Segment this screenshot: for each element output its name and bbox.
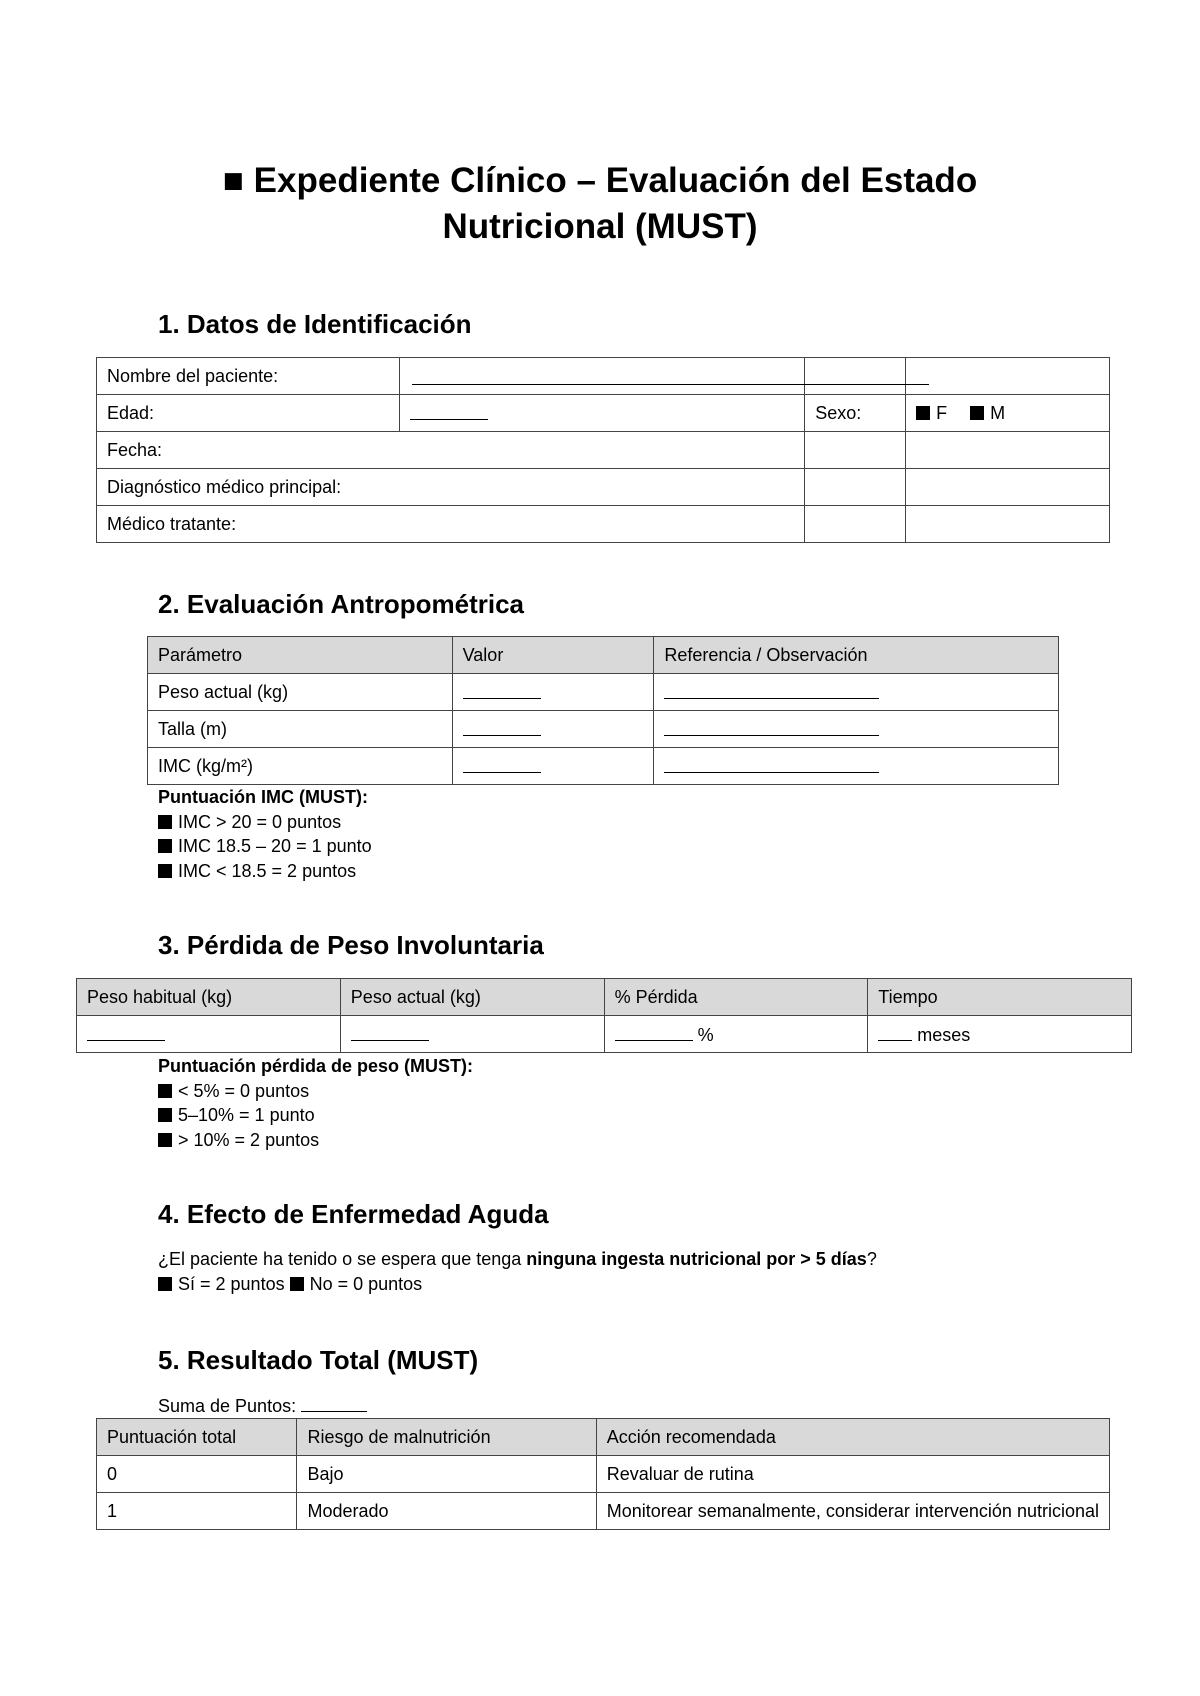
table-row: 1 Moderado Monitorear semanalmente, considerar intervención nutricional: [97, 1493, 1110, 1530]
section-5-heading: 5. Resultado Total (MUST): [158, 1345, 479, 1375]
weight-score-title: Puntuación pérdida de peso (MUST):: [158, 1056, 474, 1076]
edad-blank[interactable]: [410, 401, 488, 420]
row-talla: Talla (m): [148, 711, 453, 748]
peso-actual-blank[interactable]: [351, 1022, 429, 1041]
table-row: 0 Bajo Revaluar de rutina: [97, 1456, 1110, 1493]
nombre-label: Nombre del paciente:: [97, 358, 400, 395]
document-title: [100, 158, 1100, 250]
row-imc: IMC (kg/m²): [148, 748, 453, 785]
imc-score-block: [158, 785, 372, 883]
tiempo-field[interactable]: meses: [868, 1016, 1132, 1053]
weight-option[interactable]: < 5% = 0 puntos: [158, 1079, 473, 1104]
si-checkbox[interactable]: [158, 1277, 172, 1291]
weight-score-block: [158, 1054, 473, 1152]
no-label: No = 0 puntos: [309, 1273, 423, 1294]
weight-loss-table: [76, 978, 1132, 1053]
suma-label: Suma de Puntos:: [158, 1396, 297, 1416]
sexo-options: [906, 395, 1110, 432]
header-peso-actual: Peso actual (kg): [340, 979, 604, 1016]
fecha-label: Fecha:: [97, 432, 805, 469]
header-puntuacion: Puntuación total: [97, 1419, 297, 1456]
valor-field[interactable]: [452, 674, 654, 711]
header-parametro: Parámetro: [148, 637, 453, 674]
section-4-heading: 4. Efecto de Enfermedad Aguda: [158, 1199, 549, 1229]
imc-score-title: Puntuación IMC (MUST):: [158, 787, 368, 807]
header-tiempo: Tiempo: [868, 979, 1132, 1016]
referencia-field[interactable]: [654, 674, 1059, 711]
referencia-field[interactable]: [654, 711, 1059, 748]
valor-blank[interactable]: [463, 717, 541, 736]
header-riesgo: Riesgo de malnutrición: [297, 1419, 596, 1456]
referencia-blank[interactable]: [664, 717, 879, 736]
perdida-blank[interactable]: [615, 1022, 693, 1041]
diagnostico-label: Diagnóstico médico principal:: [97, 469, 805, 506]
sexo-f-checkbox[interactable]: [916, 406, 930, 420]
referencia-blank[interactable]: [664, 754, 879, 773]
valor-blank[interactable]: [463, 754, 541, 773]
imc-option[interactable]: IMC > 20 = 0 puntos: [158, 810, 372, 835]
imc-option[interactable]: IMC < 18.5 = 2 puntos: [158, 859, 372, 884]
referencia-field[interactable]: [654, 748, 1059, 785]
acute-disease-block: [158, 1247, 877, 1296]
nombre-blank[interactable]: [412, 366, 929, 385]
edad-label: Edad:: [97, 395, 400, 432]
weight-option[interactable]: 5–10% = 1 punto: [158, 1103, 473, 1128]
suma-line: [158, 1393, 367, 1419]
no-checkbox[interactable]: [290, 1277, 304, 1291]
nombre-field[interactable]: [399, 358, 804, 395]
header-valor: Valor: [452, 637, 654, 674]
header-peso-habitual: Peso habitual (kg): [77, 979, 341, 1016]
referencia-blank[interactable]: [664, 680, 879, 699]
title-line-2: Nutricional (MUST): [442, 207, 758, 246]
sexo-f-label: F: [936, 402, 948, 423]
acute-options: [158, 1272, 877, 1297]
title-line-1: ■ Expediente Clínico – Evaluación del Estado: [222, 161, 978, 200]
checkbox-icon[interactable]: [158, 1133, 172, 1147]
header-referencia: Referencia / Observación: [654, 637, 1059, 674]
checkbox-icon[interactable]: [158, 839, 172, 853]
suma-blank[interactable]: [301, 1393, 367, 1412]
section-2-heading: 2. Evaluación Antropométrica: [158, 589, 525, 619]
medico-label: Médico tratante:: [97, 506, 805, 543]
result-table: [96, 1418, 1110, 1530]
peso-habitual-field[interactable]: [77, 1016, 341, 1053]
valor-field[interactable]: [452, 748, 654, 785]
section-3-heading: 3. Pérdida de Peso Involuntaria: [158, 930, 544, 960]
checkbox-icon[interactable]: [158, 1108, 172, 1122]
header-accion: Acción recomendada: [596, 1419, 1109, 1456]
perdida-field[interactable]: %: [604, 1016, 868, 1053]
checkbox-icon[interactable]: [158, 1084, 172, 1098]
weight-option[interactable]: > 10% = 2 puntos: [158, 1128, 473, 1153]
anthropometric-table: [147, 636, 1059, 785]
edad-field[interactable]: [399, 395, 804, 432]
sexo-label: Sexo:: [805, 395, 906, 432]
checkbox-icon[interactable]: [158, 864, 172, 878]
sexo-m-label: M: [990, 402, 1006, 423]
header-perdida: % Pérdida: [604, 979, 868, 1016]
imc-option[interactable]: IMC 18.5 – 20 = 1 punto: [158, 834, 372, 859]
si-label: Sí = 2 puntos: [178, 1273, 285, 1294]
sexo-m-checkbox[interactable]: [970, 406, 984, 420]
section-1-heading: 1. Datos de Identificación: [158, 309, 472, 339]
peso-actual-field[interactable]: [340, 1016, 604, 1053]
tiempo-blank[interactable]: [878, 1022, 912, 1041]
valor-blank[interactable]: [463, 680, 541, 699]
row-peso-actual: Peso actual (kg): [148, 674, 453, 711]
acute-question: ¿El paciente ha tenido o se espera que tenga ninguna ingesta nutricional por > 5 días?: [158, 1249, 877, 1269]
peso-habitual-blank[interactable]: [87, 1022, 165, 1041]
identification-table: [96, 357, 1110, 543]
checkbox-icon[interactable]: [158, 815, 172, 829]
valor-field[interactable]: [452, 711, 654, 748]
